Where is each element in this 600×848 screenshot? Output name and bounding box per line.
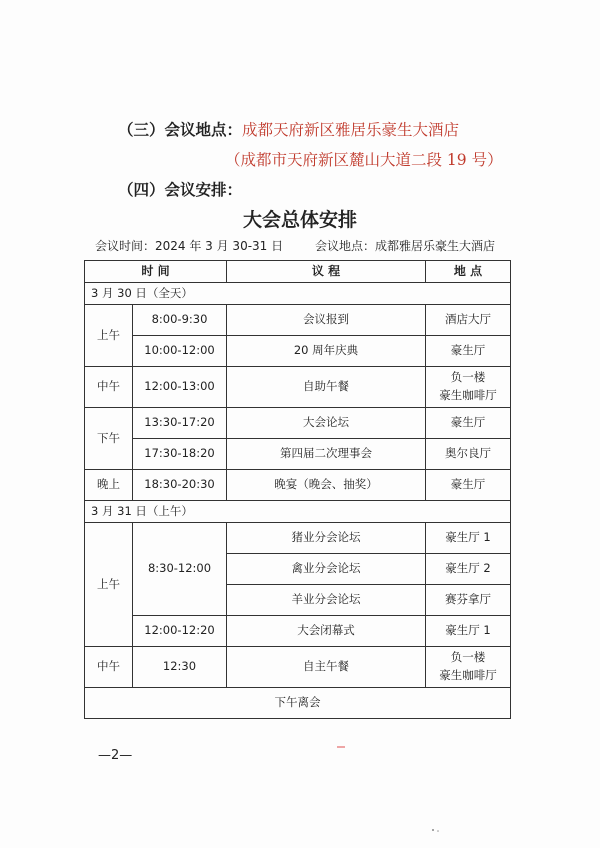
place-cell: 酒店大厅 [426,305,511,336]
place-cell: 豪生厅 1 [426,616,511,647]
place-line: 豪生咖啡厅 [439,668,497,682]
time-cell: 13:30-17:20 [133,408,227,439]
table-row [85,523,511,554]
table-row [85,408,511,439]
schedule-table [84,260,511,719]
time-cell: 12:00-13:00 [133,367,227,408]
agenda-cell: 大会论坛 [227,408,426,439]
place-line: 豪生咖啡厅 [439,388,497,402]
table-row [85,647,511,688]
time-cell: 12:00-12:20 [133,616,227,647]
table-header-row [85,261,511,283]
table-row [85,616,511,647]
header-time: 时 间 [85,261,227,283]
table-footer-row [85,688,511,719]
time-cell: 10:00-12:00 [133,336,227,367]
table-row [85,470,511,501]
time-cell: 17:30-18:20 [133,439,227,470]
table-row [85,305,511,336]
agenda-cell: 晚宴（晚会、抽奖） [227,470,426,501]
period-cell: 中午 [85,367,133,408]
place-cell [426,647,511,688]
page-number: —2— [98,748,133,763]
agenda-cell: 会议报到 [227,305,426,336]
venue-section [118,118,459,140]
place-line: 负一楼 [450,650,486,665]
table-row [85,367,511,408]
meeting-place: 会议地点：成都雅居乐豪生大酒店 [315,239,496,253]
meeting-time: 会议时间：2024 年 3 月 30-31 日 [95,239,284,253]
place-cell: 奥尔良厅 [426,439,511,470]
agenda-cell: 20 周年庆典 [227,336,426,367]
time-cell: 12:30 [133,647,227,688]
day2-label: 3 月 31 日（上午） [85,501,511,523]
table-row [85,439,511,470]
place-cell: 赛芬拿厅 [426,585,511,616]
period-cell: 中午 [85,647,133,688]
day-row [85,283,511,305]
agenda-cell: 猪业分会论坛 [227,523,426,554]
day1-label: 3 月 30 日（全天） [85,283,511,305]
time-cell: 8:30-12:00 [133,523,227,616]
agenda-cell: 羊业分会论坛 [227,585,426,616]
period-cell: 上午 [85,305,133,367]
departure-cell: 下午离会 [85,688,511,719]
schedule-label: （四）会议安排： [118,180,243,199]
agenda-cell: 自助午餐 [227,367,426,408]
red-scan-mark [336,744,346,750]
place-cell: 豪生厅 1 [426,523,511,554]
schedule-section [118,178,242,200]
agenda-cell: 禽业分会论坛 [227,554,426,585]
header-agenda: 议 程 [227,261,426,283]
period-cell: 晚上 [85,470,133,501]
venue-label: （三）会议地点： [118,120,243,139]
scan-speck [430,826,442,834]
place-line: 负一楼 [450,370,486,385]
place-cell: 豪生厅 2 [426,554,511,585]
place-cell: 豪生厅 [426,470,511,501]
time-cell: 18:30-20:30 [133,470,227,501]
schedule-title: 大会总体安排 [242,209,357,231]
agenda-cell: 第四届二次理事会 [227,439,426,470]
venue-value: 成都天府新区雅居乐豪生大酒店 [242,121,460,139]
place-cell [426,367,511,408]
period-cell: 上午 [85,523,133,647]
agenda-cell: 大会闭幕式 [227,616,426,647]
time-cell: 8:00-9:30 [133,305,227,336]
agenda-cell: 自主午餐 [227,647,426,688]
header-place: 地 点 [426,261,511,283]
period-cell: 下午 [85,408,133,470]
day-row [85,501,511,523]
place-cell: 豪生厅 [426,408,511,439]
venue-address: （成都市天府新区麓山大道二段 19 号） [225,151,503,169]
table-row [85,336,511,367]
place-cell: 豪生厅 [426,336,511,367]
